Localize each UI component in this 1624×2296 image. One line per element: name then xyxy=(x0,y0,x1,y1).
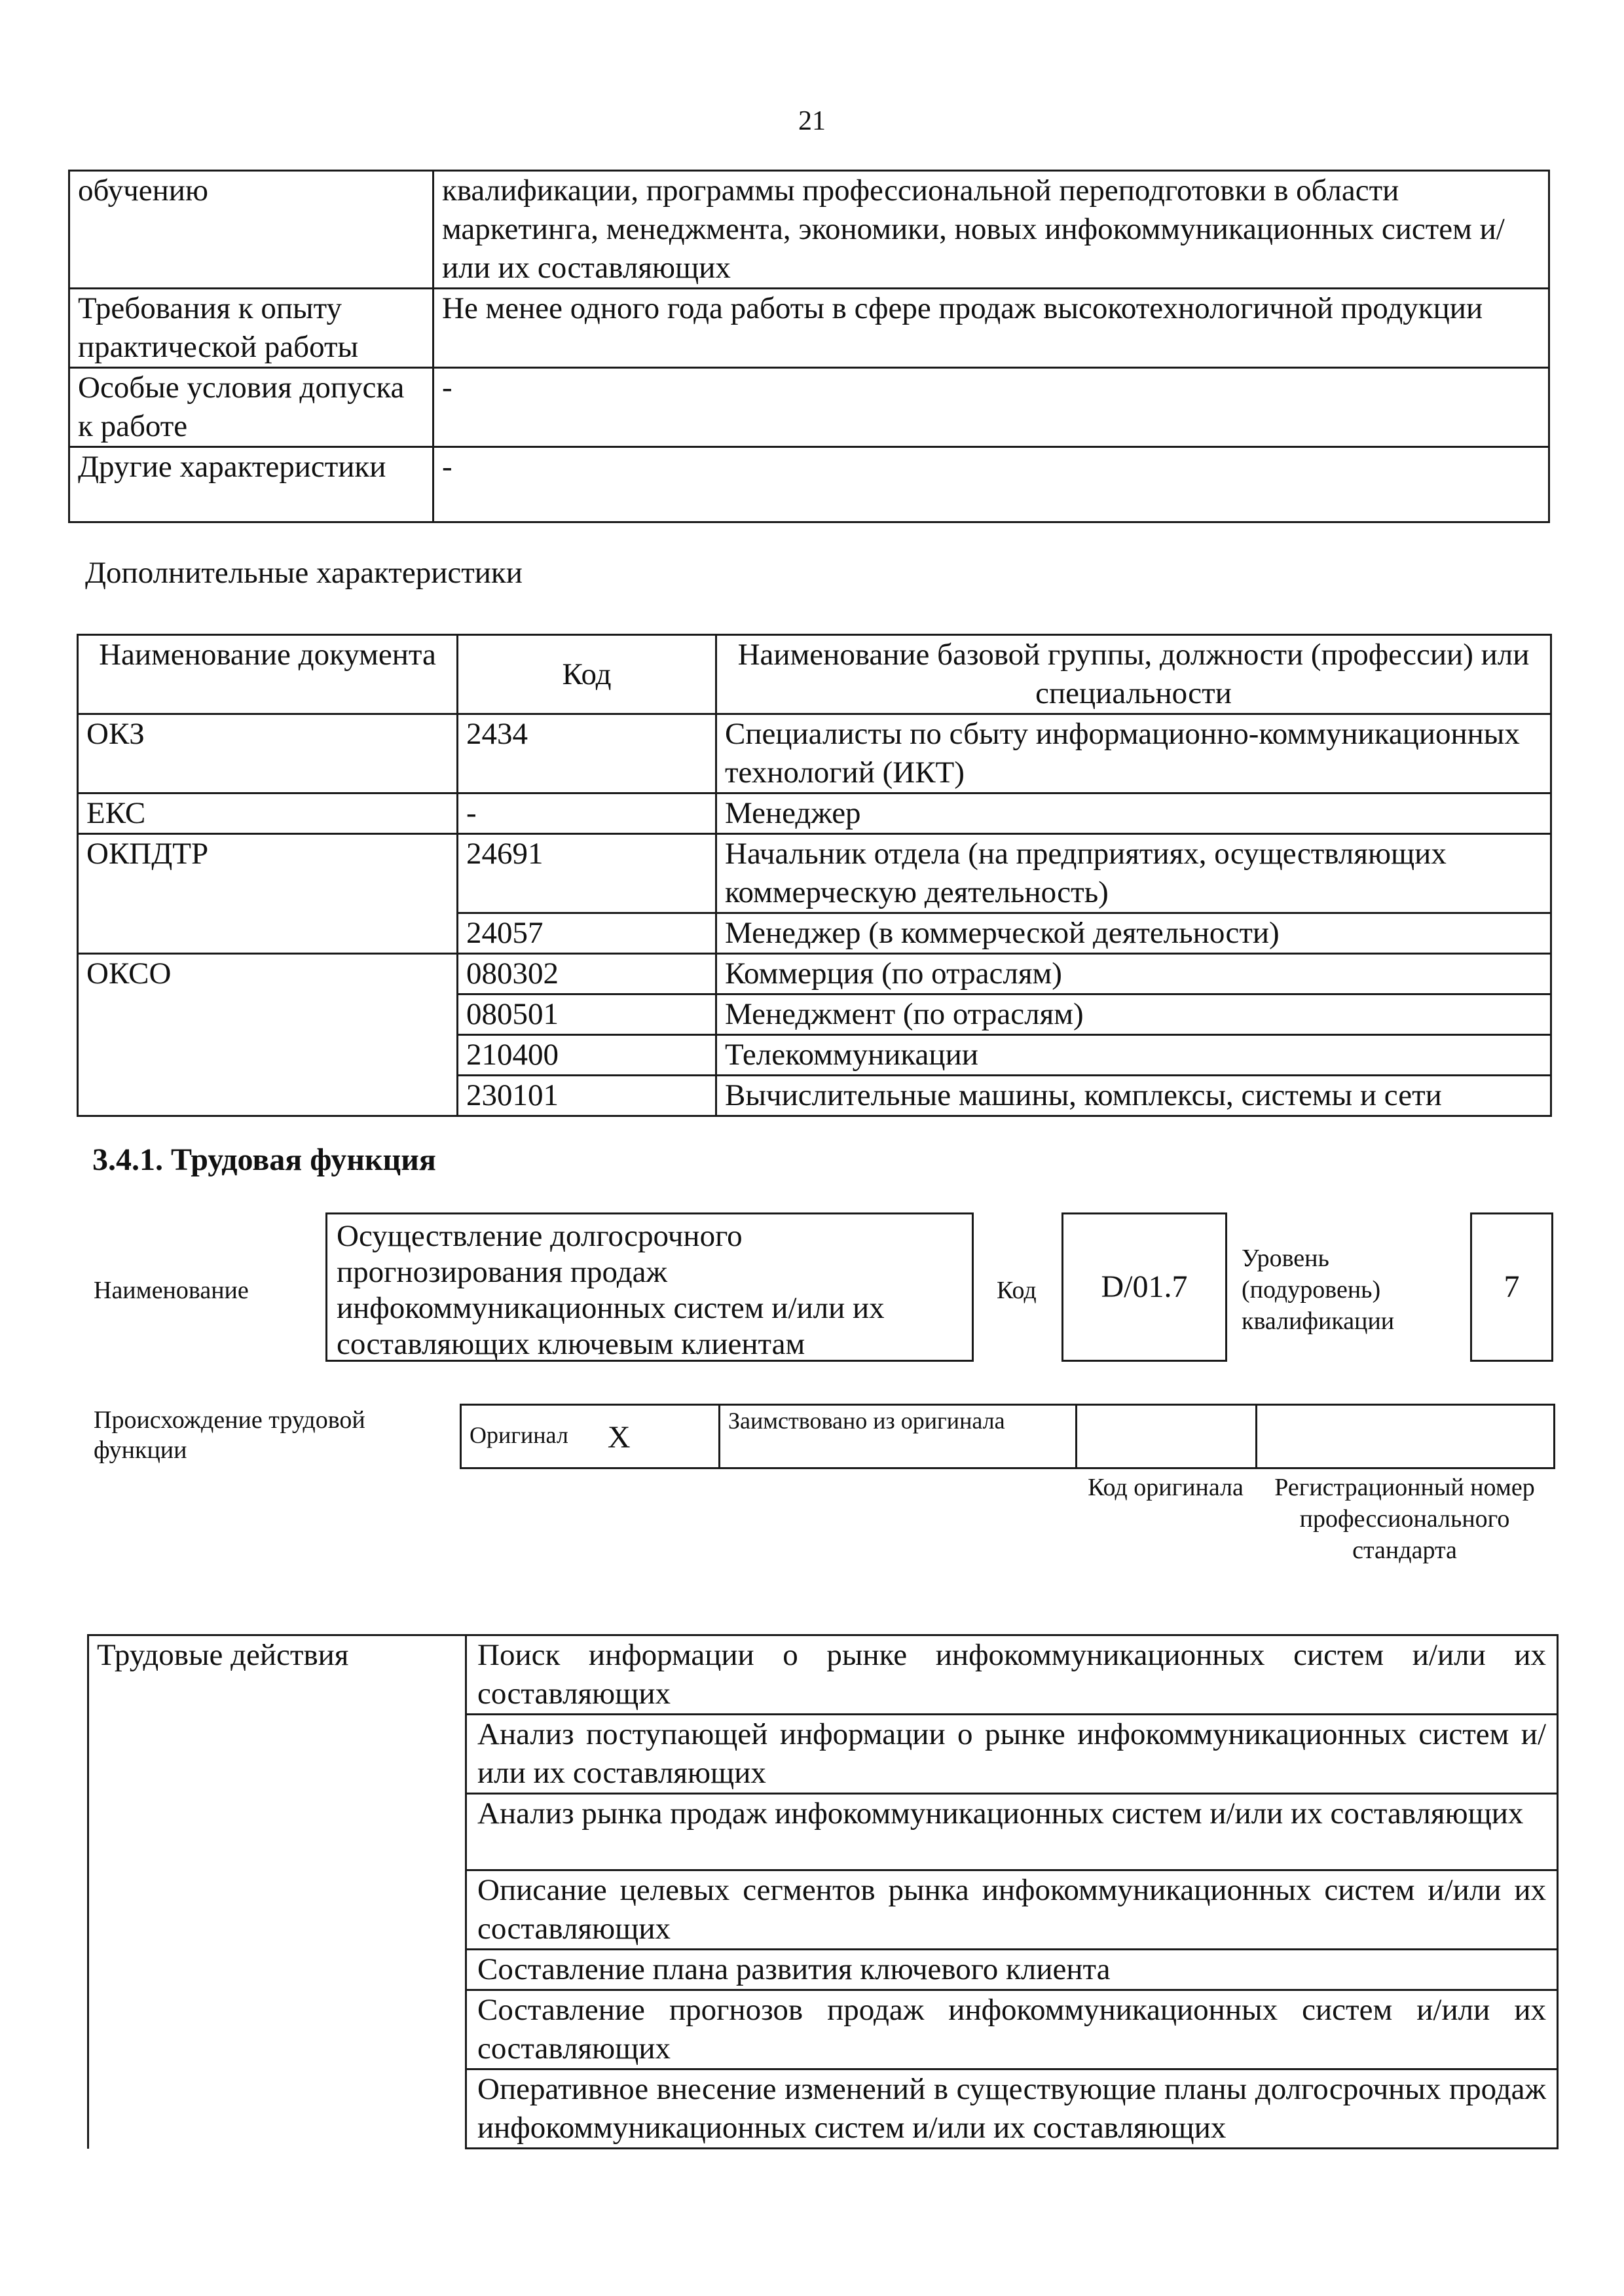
section-title: 3.4.1. Трудовая функция xyxy=(92,1142,436,1177)
caption-code: Код оригинала xyxy=(1088,1474,1244,1501)
name-cell: Менеджер (в коммерческой деятельности) xyxy=(716,913,1551,954)
requirement-label: обучению xyxy=(69,171,434,289)
name-cell: Начальник отдела (на предприятиях, осуществляющих коммерческую деятельность) xyxy=(716,834,1551,913)
origin-code-cell xyxy=(1077,1405,1257,1468)
name-cell: Менеджер xyxy=(716,793,1551,834)
header-name: Наименование базовой группы, должности (профессии) или специальности xyxy=(716,635,1551,714)
table-row xyxy=(69,171,1549,289)
code-cell: 2434 xyxy=(458,714,716,793)
caption-reg: Регистрационный номер профессионального стандарта xyxy=(1274,1474,1535,1564)
function-level-label: Уровень (подуровень) квалификации xyxy=(1242,1245,1395,1335)
doc-cell: ЕКС xyxy=(78,793,458,834)
origin-borrowed-cell: Заимствовано из оригинала xyxy=(720,1405,1077,1468)
table-row xyxy=(88,1635,1558,1715)
requirement-label: Требования к опыту практической работы xyxy=(69,289,434,368)
code-cell: - xyxy=(458,793,716,834)
origin-mark: X xyxy=(607,1419,631,1455)
action-item: Составление прогнозов продаж инфокоммуникационных систем и/или их составляющих xyxy=(466,1990,1558,2069)
function-level-value: 7 xyxy=(1470,1212,1553,1362)
code-cell: 080501 xyxy=(458,994,716,1035)
action-item: Оперативное внесение изменений в существующие планы долгосрочных продаж инфокоммуникационных систем и/или их составляющих xyxy=(466,2069,1558,2149)
action-item: Поиск информации о рынке инфокоммуникационных систем и/или их составляющих xyxy=(466,1635,1558,1715)
name-cell: Менеджмент (по отраслям) xyxy=(716,994,1551,1035)
function-name-label: Наименование xyxy=(94,1277,249,1304)
doc-cell: ОКСО xyxy=(78,954,458,1116)
additional-table xyxy=(77,634,1552,1117)
requirements-table xyxy=(68,170,1550,523)
table-row xyxy=(78,793,1551,834)
page-number: 21 xyxy=(798,106,826,136)
origin-table xyxy=(460,1404,1555,1469)
name-cell: Телекоммуникации xyxy=(716,1035,1551,1076)
code-cell: 210400 xyxy=(458,1035,716,1076)
table-header-row xyxy=(78,635,1551,714)
additional-title: Дополнительные характеристики xyxy=(85,556,523,590)
function-code-label: Код xyxy=(997,1277,1037,1304)
origin-original-label: Оригинал xyxy=(470,1422,568,1449)
table-row xyxy=(69,447,1549,522)
doc-cell: ОКЗ xyxy=(78,714,458,793)
function-code-value: D/01.7 xyxy=(1061,1212,1227,1362)
code-cell: 24691 xyxy=(458,834,716,913)
code-cell: 080302 xyxy=(458,954,716,994)
name-cell: Коммерция (по отраслям) xyxy=(716,954,1551,994)
requirement-value: - xyxy=(434,447,1549,522)
actions-label: Трудовые действия xyxy=(88,1635,466,2149)
table-row xyxy=(69,289,1549,368)
requirement-label: Особые условия допуска к работе xyxy=(69,368,434,447)
name-cell: Вычислительные машины, комплексы, системы и сети xyxy=(716,1076,1551,1116)
doc-cell: ОКПДТР xyxy=(78,834,458,954)
requirement-value: квалификации, программы профессиональной переподготовки в области маркетинга, менеджмента, экономики, новых инфокоммуникационных систем и/или их составляющих xyxy=(434,171,1549,289)
action-item: Описание целевых сегментов рынка инфокоммуникационных систем и/или их составляющих xyxy=(466,1870,1558,1950)
code-cell: 24057 xyxy=(458,913,716,954)
origin-original-cell xyxy=(461,1405,720,1468)
table-row xyxy=(78,714,1551,793)
table-row xyxy=(78,834,1551,913)
header-doc: Наименование документа xyxy=(78,635,458,714)
action-item: Анализ рынка продаж инфокоммуникационных систем и/или их составляющих xyxy=(466,1794,1558,1870)
code-cell: 230101 xyxy=(458,1076,716,1116)
origin-reg-cell xyxy=(1257,1405,1555,1468)
table-row xyxy=(461,1405,1555,1468)
requirement-label: Другие характеристики xyxy=(69,447,434,522)
table-row xyxy=(69,368,1549,447)
action-item: Анализ поступающей информации о рынке инфокоммуникационных систем и/или их составляющих xyxy=(466,1715,1558,1794)
table-row xyxy=(78,954,1551,994)
name-cell: Специалисты по сбыту информационно-коммуникационных технологий (ИКТ) xyxy=(716,714,1551,793)
action-item: Составление плана развития ключевого клиента xyxy=(466,1950,1558,1990)
requirement-value: Не менее одного года работы в сфере продаж высокотехнологичной продукции xyxy=(434,289,1549,368)
actions-table xyxy=(87,1634,1559,2149)
origin-label: Происхождение трудовой функции xyxy=(94,1406,365,1464)
function-name-value: Осуществление долгосрочного прогнозирования продаж инфокоммуникационных систем и/или их составляющих ключевым клиентам xyxy=(325,1212,974,1362)
header-code: Код xyxy=(458,635,716,714)
requirement-value: - xyxy=(434,368,1549,447)
